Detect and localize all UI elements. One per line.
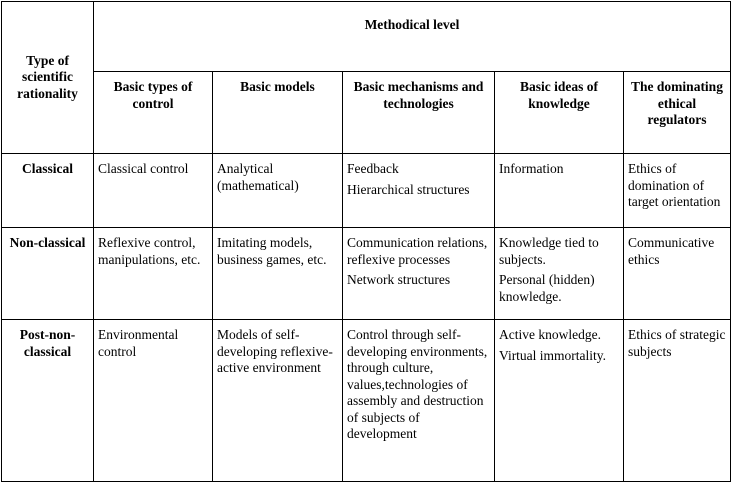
cell-ethics <box>624 228 731 320</box>
cell-text: Classical control <box>98 161 189 176</box>
cell-models <box>213 320 343 482</box>
cell-mechanisms <box>343 228 495 320</box>
cell-mechanisms <box>343 154 495 228</box>
cell-text: Imitating models, business games, etc. <box>217 235 327 267</box>
cell-knowledge <box>495 320 624 482</box>
cell-text: Network structures <box>347 272 451 287</box>
cell-text: Virtual immortality. <box>499 347 607 363</box>
table-row <box>2 154 731 228</box>
cell-text: Information <box>499 161 564 176</box>
cell-text: Models of self-developing reflexive-active environment <box>217 327 333 375</box>
cell-text: Reflexive control, manipulations, etc. <box>98 235 201 267</box>
cell-text: Active knowledge. <box>499 327 601 342</box>
cell-text: Environmental control <box>98 327 179 359</box>
cell-control <box>94 320 213 482</box>
cell-knowledge <box>495 154 624 228</box>
cell-ethics <box>624 154 731 228</box>
cell-text: Knowledge tied to subjects. <box>499 235 599 267</box>
cell-text: Ethics of domination of target orientation <box>628 161 721 209</box>
table-row <box>2 228 731 320</box>
cell-text: Communicative ethics <box>628 235 715 267</box>
cell-text: Analytical (mathematical) <box>217 161 299 193</box>
rationality-table <box>1 1 731 482</box>
cell-text: Communication relations, reflexive processes <box>347 235 488 267</box>
cell-text: Personal (hidden) knowledge. <box>499 272 595 304</box>
cell-ethics <box>624 320 731 482</box>
corner-header: Type of scientific rationality <box>2 2 94 154</box>
row-header: Non-classical <box>2 228 94 320</box>
column-header: Basic mechanisms and technologies <box>343 72 495 154</box>
column-header: Basic types of control <box>94 72 213 154</box>
row-header: Post-non-classical <box>2 320 94 482</box>
column-header: Basic models <box>213 72 343 154</box>
cell-models <box>213 154 343 228</box>
cell-models <box>213 228 343 320</box>
cell-control <box>94 228 213 320</box>
column-header: The dominating ethical regulators <box>624 72 731 154</box>
cell-text: Ethics of strategic subjects <box>628 327 726 359</box>
cell-text: Control through self-developing environments, through culture, values,technologies of assembly and destruction of subjects of development <box>347 327 488 441</box>
cell-mechanisms <box>343 320 495 482</box>
cell-control <box>94 154 213 228</box>
cell-knowledge <box>495 228 624 320</box>
table-row <box>2 320 731 482</box>
column-header: Basic ideas of knowledge <box>495 72 624 154</box>
row-header: Classical <box>2 154 94 228</box>
cell-text: Hierarchical structures <box>347 181 470 197</box>
group-header: Methodical level <box>94 2 731 72</box>
cell-text: Feedback <box>347 161 399 176</box>
